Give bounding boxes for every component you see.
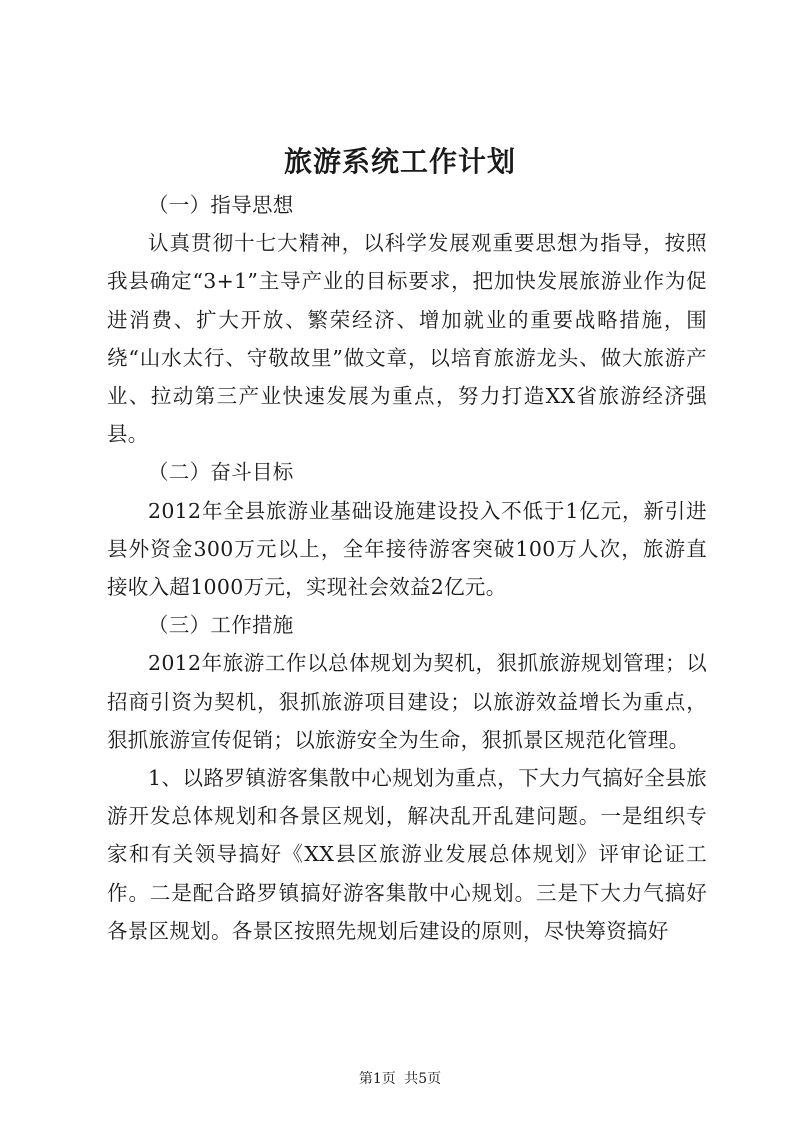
document-body (107, 186, 707, 950)
section-heading-measures: （三）工作措施 (148, 613, 294, 638)
paragraph-measures-summary: 2012年旅游工作以总体规划为契机，狠抓旅游规划管理；以招商引资为契机，狠抓旅游项目建设；以旅游效益增长为重点，狠抓旅游宣传促销；以旅游安全为生命，狠抓景区规范化管理。 (107, 651, 707, 752)
section-heading-goals: （二）奋斗目标 (148, 460, 294, 485)
paragraph-measure-1: 1、以路罗镇游客集散中心规划为重点，下大力气搞好全县旅游开发总体规划和各景区规划，解决乱开乱建问题。一是组织专家和有关领导搞好《XX县区旅游业发展总体规划》评审论证工作。二是配合路罗镇搞好游客集散中心规划。三是下大力气搞好各景区规划。各景区按照先规划后建设的原则，尽快筹资搞好 (107, 766, 707, 943)
section-heading-guiding-thought: （一）指导思想 (148, 193, 294, 217)
page-footer (0, 1068, 800, 1088)
paragraph-guiding-thought: 认真贯彻十七大精神，以科学发展观重要思想为指导，按照我县确定“3+1”主导产业的目标要求，把加快发展旅游业作为促进消费、扩大开放、繁荣经济、增加就业的重要战略措施，围绕“山水太行、守敬故里”做文章，以培育旅游龙头、做大旅游产业、拉动第三产业快速发展为重点，努力打造XX省旅游经济强县。 (107, 231, 707, 447)
total-pages: 共5页 (404, 1071, 442, 1087)
document-title: 旅游系统工作计划 (283, 145, 516, 178)
paragraph-goals: 2012年全县旅游业基础设施建设投入不低于1亿元，新引进县外资金300万元以上，全年接待游客突破100万人次，旅游直接收入超1000万元，实现社会效益2亿元。 (107, 498, 707, 600)
page-number: 第1页 (358, 1071, 396, 1087)
